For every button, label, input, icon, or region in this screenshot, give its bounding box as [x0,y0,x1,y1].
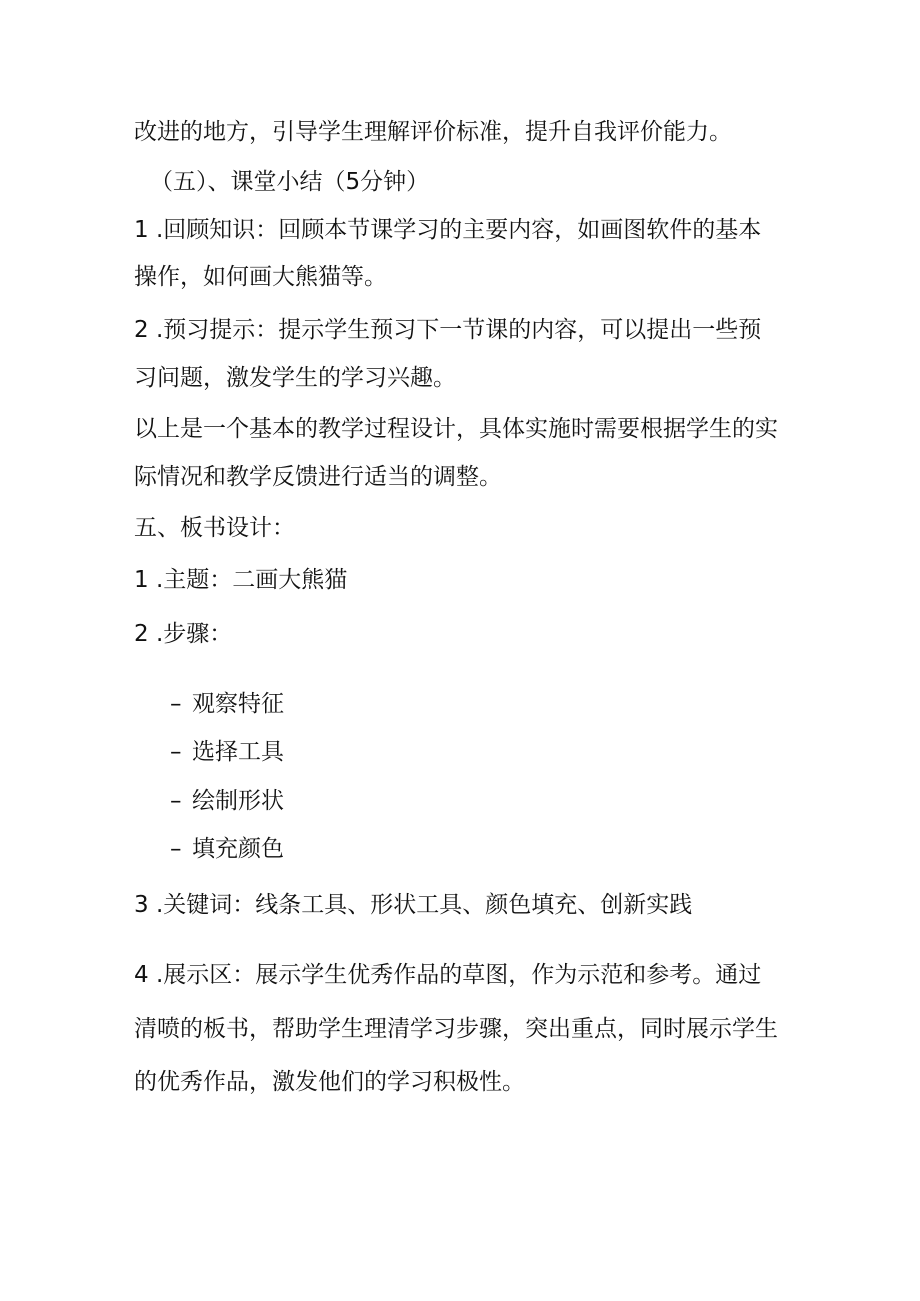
section-heading: （五）、课堂小结（5分钟） [150,169,430,195]
list-item-keywords: 3 .关键词：线条工具、形状工具、颜色填充、创新实践 [134,892,693,918]
step-label: 选择工具 [192,739,284,765]
paragraph-line: 的优秀作品，激发他们的学习积极性。 [134,1069,525,1095]
step-label: 观察特征 [192,691,284,717]
dash-bullet: – [170,836,182,862]
paragraph-line: 际情况和教学反馈进行适当的调整。 [134,464,502,490]
dash-bullet: – [170,739,182,765]
step-item [170,736,284,768]
step-item [170,785,284,817]
paragraph-line: 操作，如何画大熊猫等。 [134,264,387,290]
step-item [170,833,284,865]
paragraph-line: 改进的地方，引导学生理解评价标准，提升自我评价能力。 [134,119,732,145]
paragraph-line: 清喷的板书，帮助学生理清学习步骤，突出重点，同时展示学生 [134,1016,778,1042]
step-label: 填充颜色 [192,836,284,862]
section-heading: 五、板书设计： [134,515,295,541]
dash-bullet: – [170,788,182,814]
dash-bullet: – [170,691,182,717]
list-item-preview: 2 .预习提示：提示学生预习下一节课的内容，可以提出一些预 [134,317,762,343]
paragraph-line: 习问题，激发学生的学习兴趣。 [134,365,456,391]
step-label: 绘制形状 [192,788,284,814]
list-item-review: 1 .回顾知识：回顾本节课学习的主要内容，如画图软件的基本 [134,217,762,243]
list-item-display: 4 .展示区：展示学生优秀作品的草图，作为示范和参考。通过 [134,962,762,988]
paragraph-line: 以上是一个基本的教学过程设计，具体实施时需要根据学生的实 [134,416,778,442]
list-item-steps: 2 .步骤： [134,621,233,647]
step-item [170,688,284,720]
list-item-topic: 1 .主题：二画大熊猫 [134,567,348,593]
